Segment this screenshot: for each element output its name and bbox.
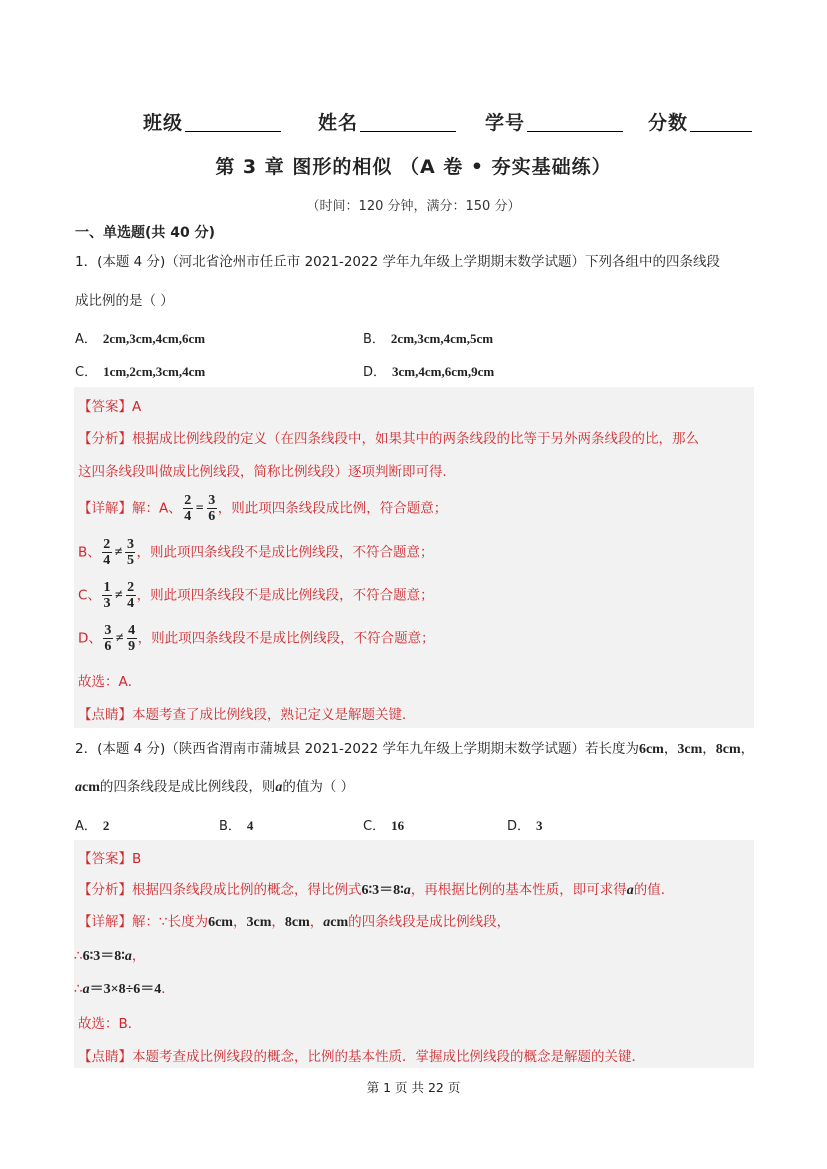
q2-stem-line1: 2．(本题 4 分)（陕西省渭南市蒲城县 2021-2022 学年九年级上学期期末数学试题）若长度为6cm，3cm，8cm， <box>75 741 755 757</box>
q1-analysis-line2: 这四条线段叫做成比例线段，简称比例线段）逐项判断即可得． <box>78 464 456 480</box>
q1-detail-c: C、 $\frac{1}{3}$ ≠ $\frac{2}{4}$ ，则此项四条线段不是成比例线段，不符合题意； <box>78 580 434 611</box>
class-label: 班级 <box>143 112 184 134</box>
q1-choose: 故选：A． <box>78 674 142 690</box>
q1-option-c[interactable]: C． 1cm,2cm,3cm,4cm <box>75 364 206 380</box>
name-label: 姓名 <box>318 112 359 134</box>
q2-option-b[interactable]: B． 4 <box>219 818 254 834</box>
fraction: $\frac{3}{6}$ <box>208 493 216 524</box>
q2-option-a[interactable]: A． 2 <box>75 818 110 834</box>
number-blank[interactable] <box>527 113 623 132</box>
q2-option-d[interactable]: D． 3 <box>507 818 543 834</box>
exam-info: （时间：120 分钟，满分：150 分） <box>306 199 521 214</box>
q2-detail: 【详解】解：∵长度为6cm，3cm，8cm，acm的四条线段是成比例线段， <box>78 914 511 930</box>
name-field <box>318 108 456 135</box>
q2-step1: ∴6∶3＝8∶a， <box>74 948 146 964</box>
q2-analysis: 【分析】根据四条线段成比例的概念，得比例式6∶3＝8∶a，再根据比例的基本性质，即可求得a的值． <box>78 882 675 898</box>
q2-solution-box <box>74 840 754 1068</box>
fraction: $\frac{3}{5}$ <box>126 537 134 568</box>
q1-stem-line2: 成比例的是（ ） <box>75 293 174 309</box>
q1-stem-line1: 1．(本题 4 分)（河北省沧州市任丘市 2021-2022 学年九年级上学期期末数学试题）下列各组中的四条线段 <box>75 254 720 270</box>
score-blank[interactable] <box>690 113 752 132</box>
class-field <box>143 108 281 135</box>
q1-option-a[interactable]: A． 2cm,3cm,4cm,6cm <box>75 331 206 347</box>
fraction: $\frac{3}{6}$ <box>104 623 112 654</box>
q1-option-d[interactable]: D． 3cm,4cm,6cm,9cm <box>363 364 495 380</box>
q2-choose: 故选：B． <box>78 1016 142 1032</box>
section-heading: 一、单选题(共 40 分) <box>75 225 216 241</box>
q2-answer: 【答案】B <box>78 851 142 867</box>
score-label: 分数 <box>648 112 689 134</box>
q1-detail-b: B、 $\frac{2}{4}$ ≠ $\frac{3}{5}$ ，则此项四条线段不是成比例线段，不符合题意； <box>78 537 434 568</box>
q2-step2: ∴a＝3×8÷6＝4． <box>74 981 175 997</box>
page-title: 第 3 章 图形的相似 （A 卷 • 夯实基础练） <box>215 156 612 178</box>
page-footer: 第 1 页 共 22 页 <box>366 1080 461 1095</box>
q2-option-c[interactable]: C． 16 <box>363 818 405 834</box>
q1-answer: 【答案】A <box>78 399 142 415</box>
score-field <box>648 108 752 135</box>
q1-option-b[interactable]: B． 2cm,3cm,4cm,5cm <box>363 331 494 347</box>
fraction: $\frac{2}{4}$ <box>184 493 192 524</box>
q1-analysis-line1: 【分析】根据成比例线段的定义（在四条线段中，如果其中的两条线段的比等于另外两条线段的比，那么 <box>78 431 699 447</box>
q2-comment: 【点睛】本题考查成比例线段的概念，比例的基本性质．掌握成比例线段的概念是解题的关键． <box>78 1049 645 1065</box>
name-blank[interactable] <box>360 113 456 132</box>
q1-detail-a: 【详解】解：A、 $\frac{2}{4}$ = $\frac{3}{6}$ ，则此项四条线段成比例，符合题意； <box>78 493 448 524</box>
q2-stem-line2: acm的四条线段是成比例线段，则a的值为（ ） <box>75 779 355 795</box>
fraction: $\frac{2}{4}$ <box>103 537 111 568</box>
fraction: $\frac{1}{3}$ <box>103 580 111 611</box>
q1-comment: 【点睛】本题考查了成比例线段，熟记定义是解题关键． <box>78 707 416 723</box>
fraction: $\frac{2}{4}$ <box>127 580 135 611</box>
student-number-field <box>485 108 623 135</box>
fraction: $\frac{4}{9}$ <box>128 623 136 654</box>
number-label: 学号 <box>485 112 526 134</box>
q1-solution-box <box>74 387 754 728</box>
q1-detail-d: D、 $\frac{3}{6}$ ≠ $\frac{4}{9}$ ，则此项四条线段不是成比例线段，不符合题意； <box>78 623 435 654</box>
class-blank[interactable] <box>185 113 281 132</box>
